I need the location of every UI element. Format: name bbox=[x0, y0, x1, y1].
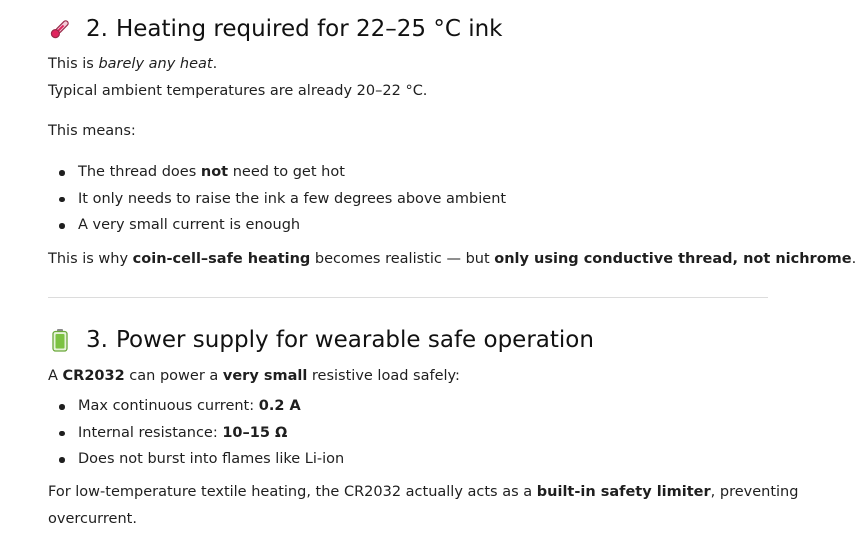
bullet-dot bbox=[59, 223, 65, 229]
list-item bbox=[48, 448, 344, 475]
list-item-bold: not bbox=[200, 164, 229, 180]
intro-bold-1: CR2032 bbox=[62, 368, 125, 384]
bullet-dot bbox=[59, 457, 65, 463]
section-2-bullet-list bbox=[48, 161, 506, 241]
bullet-dot bbox=[59, 431, 65, 437]
section-3-number: 3. bbox=[86, 327, 108, 353]
thermometer-icon bbox=[48, 17, 72, 41]
conclusion-end: . bbox=[851, 251, 856, 267]
intro-text-2: can power a bbox=[124, 368, 223, 384]
section-2-title: Heating required for 22–25 °C ink bbox=[115, 16, 503, 42]
means-paragraph: This means: bbox=[48, 123, 136, 139]
list-item-bold: 10–15 Ω bbox=[222, 424, 288, 441]
section-3-title: Power supply for wearable safe operation bbox=[115, 327, 594, 353]
list-item-bold: 0.2 A bbox=[258, 398, 301, 414]
conclusion-bold-1: coin-cell–safe heating bbox=[132, 251, 311, 267]
conclusion-bold: built-in safety limiter bbox=[536, 484, 711, 500]
conclusion-text-2: becomes realistic — but bbox=[310, 251, 495, 267]
ambient-paragraph: Typical ambient temperatures are already 20–22 °C. bbox=[48, 83, 428, 99]
list-item-text: It only needs to raise the ink a few degrees above ambient bbox=[78, 190, 507, 207]
section-divider bbox=[48, 297, 768, 298]
section-2-heading bbox=[48, 16, 503, 42]
list-item bbox=[48, 422, 344, 449]
list-item-text: A very small current is enough bbox=[78, 217, 301, 233]
list-item bbox=[48, 214, 506, 241]
section-2-intro bbox=[48, 53, 217, 75]
list-item bbox=[48, 188, 506, 215]
section-2-conclusion bbox=[48, 248, 856, 270]
list-item bbox=[48, 161, 506, 188]
list-item-text: Internal resistance: bbox=[78, 424, 223, 441]
battery-icon bbox=[48, 328, 72, 352]
bullet-dot bbox=[59, 197, 65, 203]
intro-text: A bbox=[48, 368, 63, 384]
bullet-dot bbox=[59, 170, 65, 176]
list-item-text: Max continuous current: bbox=[78, 398, 259, 414]
section-3-bullet-list bbox=[48, 395, 344, 475]
bullet-dot bbox=[59, 404, 65, 410]
intro-emphasis: barely any heat bbox=[98, 56, 213, 72]
list-item-text-end: need to get hot bbox=[228, 164, 345, 180]
conclusion-bold-2: only using conductive thread, not nichrome bbox=[494, 251, 852, 267]
list-item bbox=[48, 395, 344, 422]
list-item-text: Does not burst into flames like Li-ion bbox=[78, 451, 345, 467]
intro-end: resistive load safely: bbox=[307, 368, 460, 384]
intro-bold-2: very small bbox=[222, 368, 308, 384]
section-3-intro bbox=[48, 365, 460, 387]
section-2-number: 2. bbox=[86, 16, 108, 42]
section-3-heading bbox=[48, 327, 594, 353]
section-3-conclusion bbox=[48, 481, 798, 503]
list-item-text: The thread does bbox=[78, 164, 201, 180]
section-3-conclusion-line-2: overcurrent. bbox=[48, 511, 137, 527]
intro-suffix: . bbox=[212, 56, 218, 72]
intro-text: This is bbox=[48, 56, 99, 72]
conclusion-text-2: , preventing bbox=[710, 484, 799, 500]
conclusion-text: This is why bbox=[48, 251, 133, 267]
conclusion-text: For low-temperature textile heating, the CR2032 actually acts as a bbox=[48, 484, 537, 500]
